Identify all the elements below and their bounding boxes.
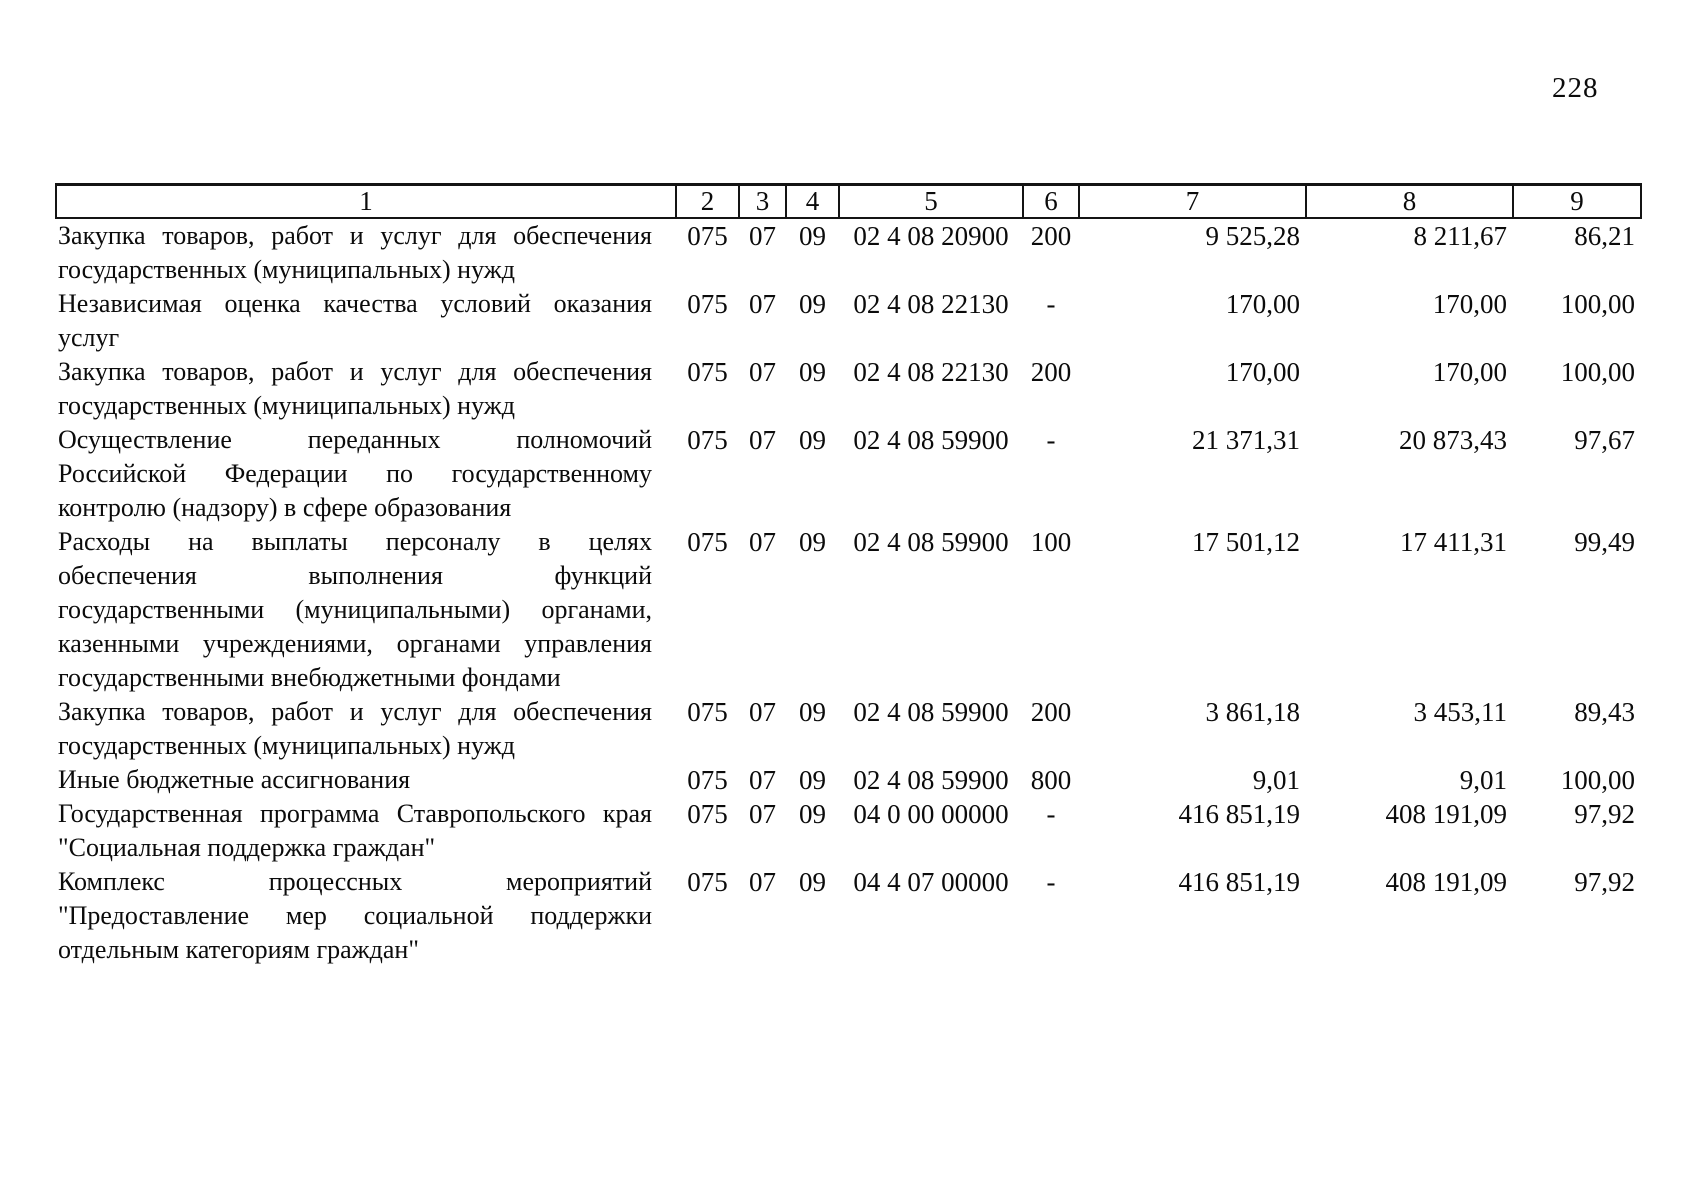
expense-type-cell: -	[1046, 866, 1056, 897]
executed-amount-cell: 20 873,43	[1399, 424, 1507, 455]
subsection-code-cell: 09	[799, 424, 826, 455]
subsection-code-cell: 09	[799, 798, 826, 829]
executed-amount-cell: 408 191,09	[1385, 866, 1507, 897]
subsection-code-cell: 09	[799, 866, 826, 897]
expense-type-cell: -	[1046, 288, 1056, 319]
activity-cell	[56, 797, 676, 865]
planned-amount-cell: 170,00	[1225, 356, 1300, 387]
subsection-code-cell: 09	[799, 764, 826, 795]
activity-line: государственными (муниципальными) органами,	[58, 594, 652, 624]
planned-amount-cell: 21 371,31	[1192, 424, 1300, 455]
percent-cell: 100,00	[1560, 356, 1635, 387]
section-code-cell: 07	[749, 696, 776, 727]
section-code-cell: 07	[749, 526, 776, 557]
column-header-2: 2	[676, 185, 739, 218]
expense-type-cell: 200	[1030, 220, 1072, 251]
column-header-7: 7	[1079, 185, 1306, 218]
target-article-cell: 02 4 08 20900	[853, 220, 1009, 251]
expense-type-cell: -	[1046, 424, 1056, 455]
percent-cell: 97,92	[1574, 798, 1635, 829]
executed-amount-cell: 17 411,31	[1400, 526, 1507, 557]
target-article-cell: 02 4 08 59900	[853, 696, 1009, 727]
activity-line: государственных (муниципальных) нужд	[58, 730, 515, 760]
percent-cell: 86,21	[1574, 220, 1635, 251]
activity-cell	[56, 865, 676, 967]
section-code-cell: 07	[749, 424, 776, 455]
budget-execution-table	[55, 183, 1642, 967]
activity-line: "Социальная поддержка граждан"	[58, 832, 436, 862]
table-row	[56, 695, 1641, 763]
executed-amount-cell: 8 211,67	[1413, 220, 1507, 251]
section-code-cell: 07	[749, 764, 776, 795]
subsection-code-cell: 09	[799, 288, 826, 319]
subsection-code-cell: 09	[799, 696, 826, 727]
activity-line: Закупка товаров, работ и услуг для обеспечения	[58, 696, 652, 726]
planned-amount-cell: 3 861,18	[1205, 696, 1300, 727]
subsection-code-cell: 09	[799, 220, 826, 251]
activity-line: Осуществление переданных полномочий	[58, 424, 652, 454]
planned-amount-cell: 17 501,12	[1192, 526, 1300, 557]
activity-line: услуг	[58, 322, 120, 352]
planned-amount-cell: 416 851,19	[1178, 798, 1300, 829]
table-row	[56, 865, 1641, 967]
target-article-cell: 02 4 08 59900	[853, 526, 1009, 557]
activity-cell	[56, 763, 676, 797]
column-header-4: 4	[786, 185, 839, 218]
percent-cell: 97,67	[1574, 424, 1635, 455]
activity-line: Закупка товаров, работ и услуг для обеспечения	[58, 220, 652, 250]
executed-amount-cell: 170,00	[1432, 288, 1507, 319]
grbs-code-cell: 075	[687, 424, 728, 455]
activity-line: Иные бюджетные ассигнования	[58, 764, 411, 794]
percent-cell: 99,49	[1574, 526, 1635, 557]
percent-cell: 89,43	[1574, 696, 1635, 727]
activity-cell	[56, 287, 676, 355]
target-article-cell: 02 4 08 59900	[853, 424, 1009, 455]
section-code-cell: 07	[749, 356, 776, 387]
expense-type-cell: 200	[1030, 356, 1072, 387]
table-row	[56, 287, 1641, 355]
table-row	[56, 355, 1641, 423]
target-article-cell: 04 4 07 00000	[853, 866, 1009, 897]
planned-amount-cell: 9,01	[1252, 764, 1300, 795]
table-row	[56, 423, 1641, 525]
executed-amount-cell: 9,01	[1459, 764, 1507, 795]
activity-line: контролю (надзору) в сфере образования	[58, 492, 512, 522]
table-row	[56, 218, 1641, 287]
grbs-code-cell: 075	[687, 798, 728, 829]
planned-amount-cell: 416 851,19	[1178, 866, 1300, 897]
section-code-cell: 07	[749, 798, 776, 829]
grbs-code-cell: 075	[687, 288, 728, 319]
target-article-cell: 04 0 00 00000	[853, 798, 1009, 829]
grbs-code-cell: 075	[687, 356, 728, 387]
table-row	[56, 525, 1641, 695]
expense-type-cell: 100	[1030, 526, 1072, 557]
table-row	[56, 763, 1641, 797]
activity-line: Независимая оценка качества условий оказания	[58, 288, 652, 318]
executed-amount-cell: 408 191,09	[1385, 798, 1507, 829]
executed-amount-cell: 170,00	[1432, 356, 1507, 387]
activity-line: отдельным категориям граждан"	[58, 934, 419, 964]
expense-type-cell: -	[1046, 798, 1056, 829]
activity-line: Государственная программа Ставропольского края	[58, 798, 652, 828]
page-number: 228	[1552, 72, 1599, 104]
table-header-row	[56, 185, 1641, 218]
activity-cell	[56, 525, 676, 695]
grbs-code-cell: 075	[687, 866, 728, 897]
activity-cell	[56, 695, 676, 763]
expense-type-cell: 200	[1030, 696, 1072, 727]
section-code-cell: 07	[749, 220, 776, 251]
activity-line: Российской Федерации по государственному	[58, 458, 652, 488]
section-code-cell: 07	[749, 866, 776, 897]
column-header-5: 5	[839, 185, 1023, 218]
activity-line: обеспечения выполнения функций	[58, 560, 652, 590]
activity-line: Расходы на выплаты персоналу в целях	[58, 526, 652, 556]
target-article-cell: 02 4 08 22130	[853, 288, 1009, 319]
activity-line: Комплекс процессных мероприятий	[58, 866, 652, 896]
activity-line: государственных (муниципальных) нужд	[58, 254, 515, 284]
activity-cell	[56, 218, 676, 287]
activity-cell	[56, 355, 676, 423]
planned-amount-cell: 9 525,28	[1205, 220, 1300, 251]
activity-cell	[56, 423, 676, 525]
activity-line: государственных (муниципальных) нужд	[58, 390, 515, 420]
activity-line: государственными внебюджетными фондами	[58, 662, 561, 692]
grbs-code-cell: 075	[687, 220, 728, 251]
planned-amount-cell: 170,00	[1225, 288, 1300, 319]
subsection-code-cell: 09	[799, 356, 826, 387]
column-header-1: 1	[56, 185, 676, 218]
activity-line: Закупка товаров, работ и услуг для обеспечения	[58, 356, 652, 386]
section-code-cell: 07	[749, 288, 776, 319]
grbs-code-cell: 075	[687, 526, 728, 557]
percent-cell: 100,00	[1560, 288, 1635, 319]
subsection-code-cell: 09	[799, 526, 826, 557]
target-article-cell: 02 4 08 59900	[853, 764, 1009, 795]
activity-line: казенными учреждениями, органами управления	[58, 628, 652, 658]
activity-line: "Предоставление мер социальной поддержки	[58, 900, 652, 930]
table-row	[56, 797, 1641, 865]
grbs-code-cell: 075	[687, 764, 728, 795]
target-article-cell: 02 4 08 22130	[853, 356, 1009, 387]
executed-amount-cell: 3 453,11	[1413, 696, 1507, 727]
grbs-code-cell: 075	[687, 696, 728, 727]
percent-cell: 97,92	[1574, 866, 1635, 897]
column-header-9: 9	[1513, 185, 1641, 218]
column-header-8: 8	[1306, 185, 1513, 218]
column-header-3: 3	[739, 185, 786, 218]
column-header-6: 6	[1023, 185, 1079, 218]
percent-cell: 100,00	[1560, 764, 1635, 795]
expense-type-cell: 800	[1030, 764, 1072, 795]
